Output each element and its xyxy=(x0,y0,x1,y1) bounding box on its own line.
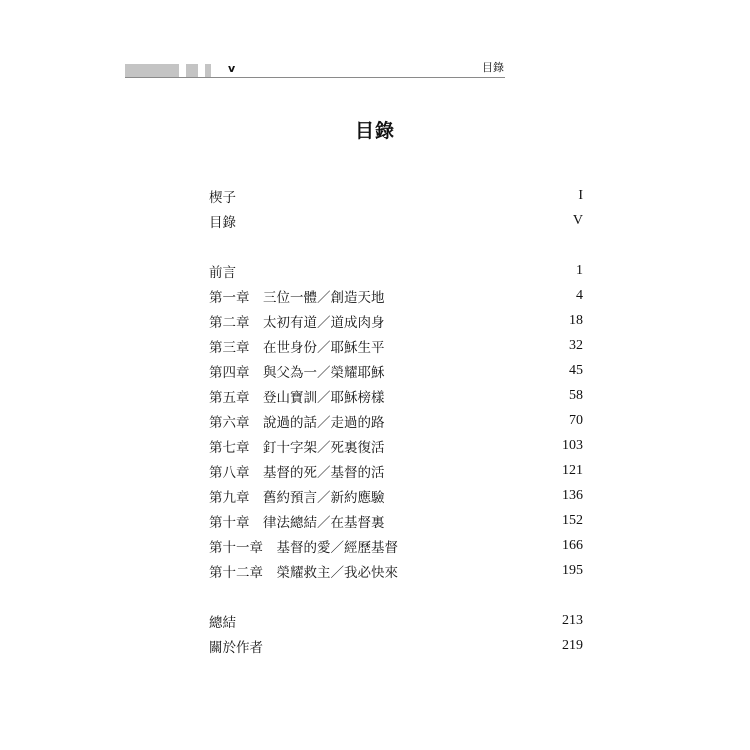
toc-entry xyxy=(209,333,583,358)
toc-spacer xyxy=(209,583,583,608)
toc-entry xyxy=(209,208,583,233)
toc-entry-page: 103 xyxy=(562,437,583,453)
header-decoration-bar xyxy=(186,64,198,78)
toc-entry-page: 1 xyxy=(576,262,583,278)
toc-entry xyxy=(209,508,583,533)
toc-entry-page: 152 xyxy=(562,512,583,528)
toc-entry-page: I xyxy=(578,187,583,203)
toc-entry xyxy=(209,458,583,483)
toc-entry-page: 121 xyxy=(562,462,583,478)
toc-entry-page: 195 xyxy=(562,562,583,578)
toc-entry xyxy=(209,283,583,308)
toc-entry xyxy=(209,358,583,383)
toc-entry xyxy=(209,533,583,558)
table-of-contents xyxy=(209,183,583,658)
toc-entry-label: 第五章 登山寶訓／耶穌榜樣 xyxy=(209,389,385,406)
toc-entry xyxy=(209,258,583,283)
toc-entry-page: 70 xyxy=(569,412,583,428)
toc-entry-page: 166 xyxy=(562,537,583,553)
toc-entry-page: 32 xyxy=(569,337,583,353)
toc-entry-label: 關於作者 xyxy=(209,639,263,656)
toc-entry-label: 第九章 舊約預言／新約應驗 xyxy=(209,489,385,506)
header-running-title: 目錄 xyxy=(482,61,504,74)
toc-entry-label: 第七章 釘十字架／死裏復活 xyxy=(209,439,385,456)
toc-entry-page: 136 xyxy=(562,487,583,503)
header-decoration-bar xyxy=(205,64,211,78)
toc-entry xyxy=(209,433,583,458)
toc-entry xyxy=(209,383,583,408)
toc-entry-page: 45 xyxy=(569,362,583,378)
toc-entry-page: V xyxy=(572,212,583,228)
toc-entry-label: 第十章 律法總結／在基督裏 xyxy=(209,514,385,531)
toc-entry-label: 第二章 太初有道／道成肉身 xyxy=(209,314,385,331)
toc-entry-label: 前言 xyxy=(209,264,236,281)
toc-entry-label: 第三章 在世身份／耶穌生平 xyxy=(209,339,385,356)
toc-entry-label: 第六章 說過的話／走過的路 xyxy=(209,414,385,431)
toc-spacer xyxy=(209,233,583,258)
page-title: 目錄 xyxy=(354,120,395,142)
toc-entry xyxy=(209,183,583,208)
header-page-number: v xyxy=(228,62,236,75)
toc-entry-label: 目錄 xyxy=(209,214,236,231)
header-decoration-bar xyxy=(125,64,179,78)
toc-entry-label: 第八章 基督的死／基督的活 xyxy=(209,464,385,481)
toc-entry-page: 219 xyxy=(562,637,583,653)
toc-entry xyxy=(209,633,583,658)
toc-entry xyxy=(209,308,583,333)
toc-entry-page: 58 xyxy=(569,387,583,403)
toc-entry-label: 第四章 與父為一／榮耀耶穌 xyxy=(209,364,385,381)
toc-entry-label: 第十二章 榮耀救主／我必快來 xyxy=(209,564,398,581)
toc-entry xyxy=(209,408,583,433)
toc-entry-label: 第一章 三位一體／創造天地 xyxy=(209,289,385,306)
toc-entry xyxy=(209,558,583,583)
toc-entry xyxy=(209,483,583,508)
toc-entry-page: 213 xyxy=(562,612,583,628)
toc-entry-label: 總結 xyxy=(209,614,236,631)
header-rule xyxy=(125,77,505,78)
toc-entry xyxy=(209,608,583,633)
toc-entry-label: 楔子 xyxy=(209,189,236,206)
toc-entry-page: 4 xyxy=(576,287,583,303)
toc-entry-page: 18 xyxy=(569,312,583,328)
toc-entry-label: 第十一章 基督的愛／經歷基督 xyxy=(209,539,398,556)
